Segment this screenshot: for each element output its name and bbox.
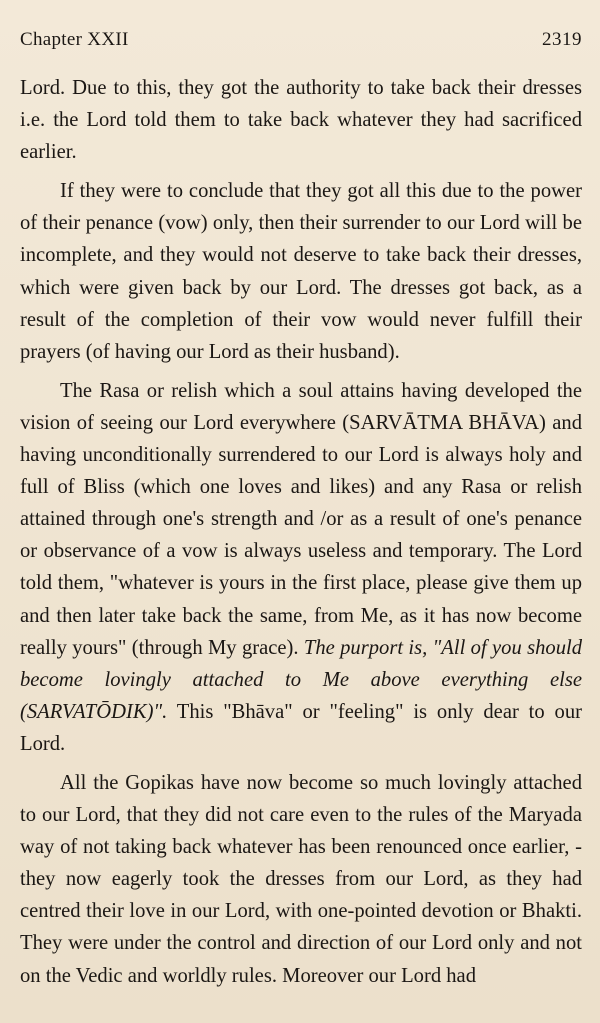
paragraph-3	[20, 375, 582, 760]
running-header	[20, 28, 582, 52]
chapter-label: Chapter XXII	[20, 29, 129, 50]
paragraph-3-italic-purport: The purport is, "All of you should become lovingly attached to Me above everything else (SARVATŌDIK)".	[20, 636, 583, 723]
paragraph-3-text-end: This "Bhāva" or "feeling" is only dear to our Lord.	[20, 700, 582, 755]
page-number: 2319	[542, 29, 582, 50]
paragraph-3-text: The Rasa or relish which a soul attains having developed the vision of seeing our Lord everywhere (SARVĀTMA BHĀVA) and having unconditionally surrendered to our Lord is always holy and full of Bliss (which one loves and likes) and any Rasa or relish attained through one's strength and /or as a result of one's penance or observance of a vow is always useless and temporary. The Lord told them, "whatever is yours in the first place, please give them up and then later take back the same, from Me, as it has now become really yours" (through My grace).	[20, 379, 582, 659]
paragraph-2: If they were to conclude that they got all this due to the power of their penance (vow) only, then their surrender to our Lord will be incomplete, and they would not deserve to take back their dresses, which were given back by our Lord. The dresses got back, as a result of the completion of their vow would never fulfill their prayers (of having our Lord as their husband).	[20, 180, 582, 363]
body-text	[20, 72, 582, 992]
paragraph-1: Lord. Due to this, they got the authority to take back their dresses i.e. the Lord told them to take back whatever they had sacrificed earlier.	[20, 77, 582, 164]
paragraph-4: All the Gopikas have now become so much lovingly attached to our Lord, that they did not care even to the rules of the Maryada way of not taking back whatever has been renounced once earlier, - they now eagerly took the dresses from our Lord, as they had centred their love in our Lord, with one-pointed devotion or Bhakti. They were under the control and direction of our Lord only and not on the Vedic and worldly rules. Moreover our Lord had	[20, 771, 582, 987]
